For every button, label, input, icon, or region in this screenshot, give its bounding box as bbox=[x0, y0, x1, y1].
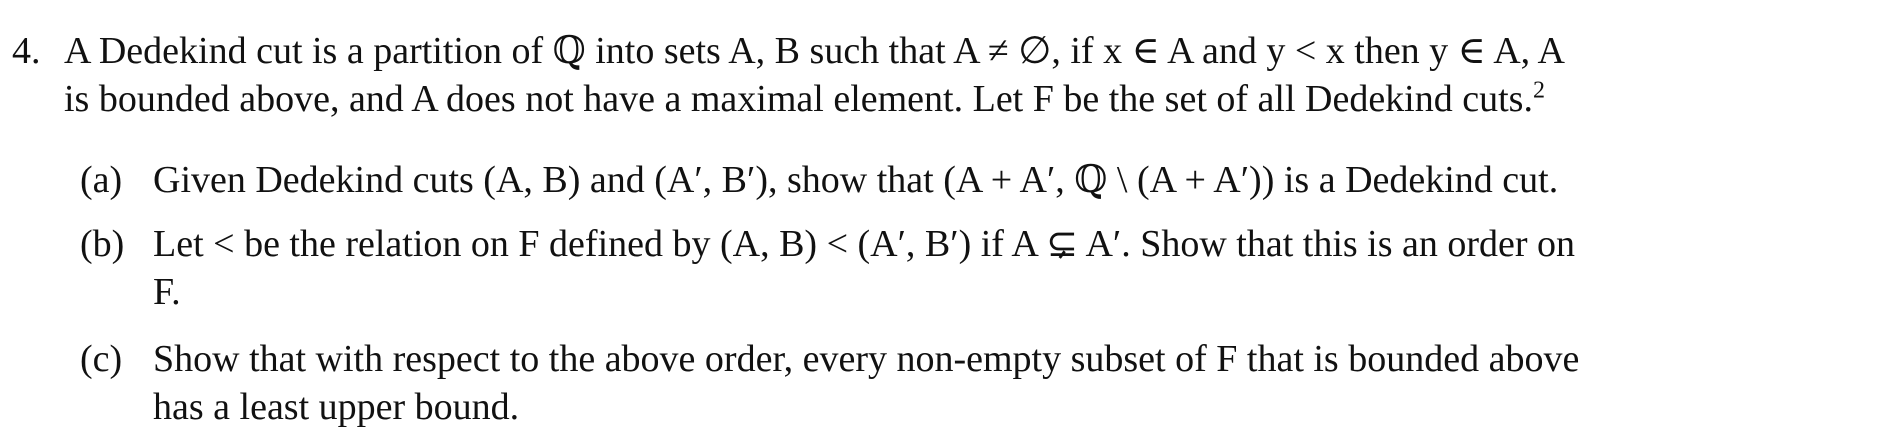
part-c-label: (c) bbox=[80, 338, 123, 380]
problem-statement-line-2 bbox=[64, 76, 1545, 122]
footnote-mark: 2 bbox=[1532, 77, 1545, 104]
part-b-label: (b) bbox=[80, 223, 125, 265]
part-a-text: Given Dedekind cuts (A, B) and (A′, B′), show that (A + A′, ℚ \ (A + A′)) is a Dedekind cut. bbox=[153, 159, 1559, 201]
part-a-label: (a) bbox=[80, 159, 123, 201]
part-c-text-line-2: has a least upper bound. bbox=[153, 386, 520, 428]
problem-statement-line-2-text: is bounded above, and A does not have a maximal element. Let F be the set of all Dedekind cuts. bbox=[64, 78, 1533, 120]
part-c-text-line-1: Show that with respect to the above order, every non-empty subset of F that is bounded above bbox=[153, 338, 1580, 380]
problem-number: 4. bbox=[12, 30, 41, 72]
part-b-text-line-1: Let < be the relation on F defined by (A, B) < (A′, B′) if A ⊊ A′. Show that this is an order on bbox=[153, 223, 1576, 265]
problem-statement-line-1: A Dedekind cut is a partition of ℚ into sets A, B such that A ≠ ∅, if x ∈ A and y < x then y ∈ A, A bbox=[64, 30, 1565, 72]
part-b-text-line-2: F. bbox=[153, 271, 181, 313]
